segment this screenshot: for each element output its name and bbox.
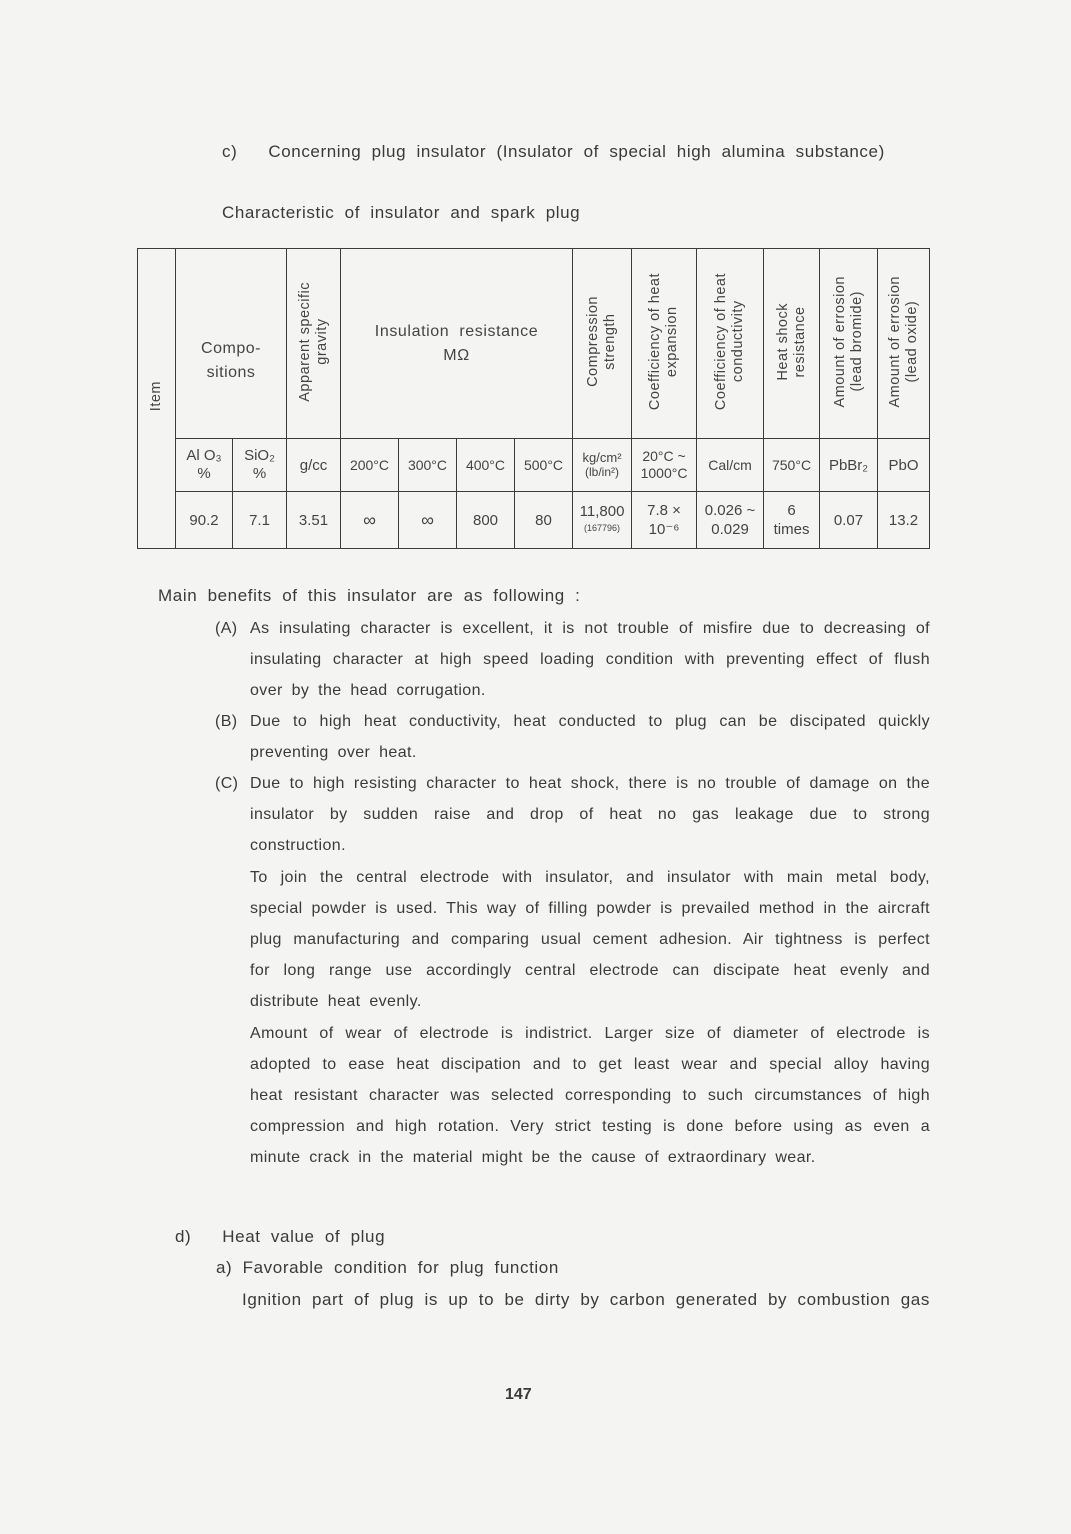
unit-bromide: PbBr₂ xyxy=(820,439,878,492)
heat-shock-label: Heat shock resistance xyxy=(774,302,808,381)
value-expansion-a: 7.8 × xyxy=(647,502,681,519)
unit-300c: 300°C xyxy=(399,439,457,492)
value-expansion xyxy=(632,492,697,549)
benefit-b-text: Due to high heat conductivity, heat conducted to plug can be discipated quickly preventing over heat. xyxy=(250,713,930,761)
apparent-gravity-label: Apparent specific gravity xyxy=(296,281,330,402)
value-oxide: 13.2 xyxy=(878,492,930,549)
insulation-resistance-label: Insulation resistance MΩ xyxy=(374,322,539,364)
heat-conductivity-header xyxy=(697,249,764,439)
item-header-cell xyxy=(138,249,176,549)
value-conductivity-b: 0.029 xyxy=(711,521,749,538)
value-500c: 80 xyxy=(515,492,573,549)
item-label: Item xyxy=(148,381,164,412)
subsection-a-heading: a) Favorable condition for plug function xyxy=(216,1258,559,1277)
erosion-oxide-label: Amount of errosion (lead oxide) xyxy=(886,275,920,408)
unit-expansion-b: 1000°C xyxy=(640,465,688,481)
compression-label: Compression strength xyxy=(585,296,619,387)
value-shock-b: times xyxy=(773,521,810,538)
unit-400c: 400°C xyxy=(457,439,515,492)
value-400c: 800 xyxy=(457,492,515,549)
heat-conductivity-label: Coefficiency of heat conductivity xyxy=(713,272,747,411)
value-300c: ∞ xyxy=(399,492,457,549)
unit-al2o3: Al O₃ % xyxy=(176,439,233,492)
heat-expansion-header xyxy=(632,249,697,439)
powder-paragraph: To join the central electrode with insulator, and insulator with main metal body, special powder is used. This way of filling powder is prevailed method in the aircraft plug manufacturing and comparing usual cement adhesion. Air tightness is perfect for long range use accordingly central electrode can discipate heat evenly and distribute heat evenly. xyxy=(250,869,930,1010)
benefit-a-label: (A) xyxy=(215,620,238,637)
benefit-a-text: As insulating character is excellent, it is not trouble of misfire due to decreasing of insulating character at high speed loading condition with preventing effect of flush over by the head corrugation. xyxy=(250,620,930,699)
unit-expansion-a: 20°C ~ xyxy=(642,448,686,464)
heat-expansion-label: Coefficiency of heat expansion xyxy=(647,272,681,411)
benefits-intro: Main benefits of this insulator are as following : xyxy=(158,586,581,605)
unit-500c: 500°C xyxy=(515,439,573,492)
value-gravity: 3.51 xyxy=(287,492,341,549)
benefit-b-label: (B) xyxy=(215,713,238,730)
page-number: 147 xyxy=(505,1386,532,1403)
insulator-spec-table xyxy=(137,248,930,549)
apparent-gravity-header xyxy=(287,249,341,439)
erosion-bromide-label: Amount of errosion (lead bromide) xyxy=(831,275,865,408)
value-bromide: 0.07 xyxy=(820,492,878,549)
erosion-oxide-header xyxy=(878,249,930,439)
value-shock xyxy=(764,492,820,549)
benefit-c-text: Due to high resisting character to heat shock, there is no trouble of damage on the insulator by sudden raise and drop of heat no gas leakage due to strong construction. xyxy=(250,775,930,854)
unit-oxide: PbO xyxy=(878,439,930,492)
unit-compression xyxy=(573,439,632,492)
value-200c: ∞ xyxy=(341,492,399,549)
value-expansion-b: 10⁻⁶ xyxy=(648,521,680,538)
unit-sio2: SiO₂ % xyxy=(233,439,287,492)
section-d-heading: d) Heat value of plug xyxy=(175,1227,386,1246)
unit-expansion xyxy=(632,439,697,492)
value-conductivity xyxy=(697,492,764,549)
compositions-label: Compo- sitions xyxy=(201,339,261,381)
unit-compression-b: (lb/in²) xyxy=(585,465,620,479)
erosion-bromide-header xyxy=(820,249,878,439)
insulation-resistance-header xyxy=(341,249,573,439)
unit-shock: 750°C xyxy=(764,439,820,492)
heat-shock-header xyxy=(764,249,820,439)
section-c-heading: c) Concerning plug insulator (Insulator of special high alumina substance) xyxy=(222,142,885,161)
value-sio2: 7.1 xyxy=(233,492,287,549)
unit-gravity: g/cc xyxy=(287,439,341,492)
value-compression-a: 11,800 xyxy=(579,503,625,520)
unit-200c: 200°C xyxy=(341,439,399,492)
value-conductivity-a: 0.026 ~ xyxy=(704,502,756,519)
value-shock-a: 6 xyxy=(787,502,796,519)
table-caption: Characteristic of insulator and spark plug xyxy=(222,203,581,222)
compression-header xyxy=(573,249,632,439)
value-compression xyxy=(573,492,632,549)
value-al2o3: 90.2 xyxy=(176,492,233,549)
benefit-c-label: (C) xyxy=(215,775,239,792)
value-compression-b: (167796) xyxy=(584,523,621,533)
wear-paragraph: Amount of wear of electrode is indistrict. Larger size of diameter of electrode is adopted to ease heat discipation and to get least wear and special alloy having heat resistant character was selected corresponding to such circumstances of high compression and high rotation. Very strict testing is done before using as even a minute crack in the material might be the cause of extraordinary wear. xyxy=(250,1025,930,1166)
last-line: Ignition part of plug is up to be dirty by carbon generated by combustion gas xyxy=(242,1290,930,1309)
compositions-header xyxy=(176,249,287,439)
unit-conductivity: Cal/cm xyxy=(697,439,764,492)
unit-compression-a: kg/cm² xyxy=(582,450,622,465)
